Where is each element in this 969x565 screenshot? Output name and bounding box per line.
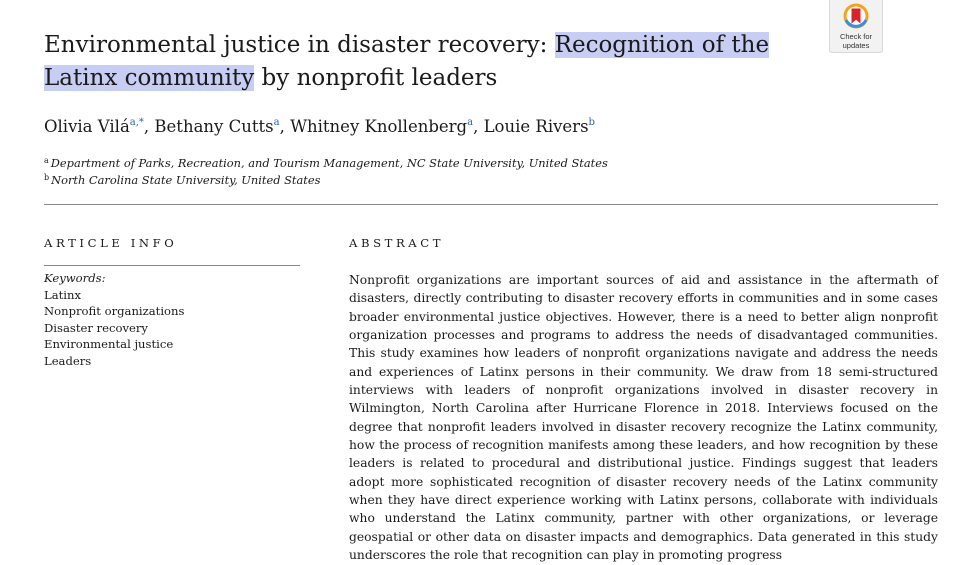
keyword-item: Nonprofit organizations [44, 304, 185, 319]
author-affiliation-mark[interactable]: a [467, 117, 474, 128]
article-info-heading: ARTICLE INFO [44, 236, 178, 250]
title-highlight-2[interactable]: Latinx community [44, 65, 255, 91]
author-affiliation-mark[interactable]: b [588, 117, 595, 128]
article-title [44, 29, 824, 95]
affiliation-mark: a [44, 156, 49, 165]
header-divider [44, 204, 938, 205]
badge-label-line2: updates [842, 41, 870, 50]
author-list [44, 115, 595, 139]
author-separator: , [143, 117, 155, 136]
check-for-updates-icon [842, 2, 870, 32]
title-highlight-1[interactable]: Recognition of the [554, 32, 770, 58]
author-name[interactable]: Whitney Knollenberg [290, 117, 468, 136]
keywords-label: Keywords: [44, 271, 106, 285]
author-name[interactable]: Bethany Cutts [154, 117, 274, 136]
article-info-divider [44, 265, 300, 266]
abstract-heading: ABSTRACT [349, 236, 445, 250]
badge-label-line1: Check for [839, 32, 873, 41]
author-separator: , [473, 117, 484, 136]
keyword-item: Leaders [44, 353, 92, 368]
title-part-1: Environmental justice in disaster recovery: [44, 32, 555, 58]
affiliation-mark: b [44, 173, 50, 182]
affiliation-text: North Carolina State University, United States [51, 173, 321, 187]
check-for-updates-badge[interactable] [829, 0, 883, 53]
author-affiliation-mark[interactable]: a,* [129, 117, 144, 128]
author-name[interactable]: Olivia Vilá [44, 117, 130, 136]
author-affiliation-mark[interactable]: a [273, 117, 280, 128]
author-separator: , [279, 117, 291, 136]
keyword-item: Latinx [44, 287, 81, 302]
affiliation-b [44, 172, 320, 188]
keywords-block [44, 270, 184, 370]
author-name[interactable]: Louie Rivers [483, 117, 589, 136]
affiliation-a [44, 155, 608, 171]
abstract-text: Nonprofit organizations are important sources of aid and assistance in the aftermath of disasters, directly contributing to disaster recovery efforts in communities and in some cases broader environmental justice objectives. However, there is a need to better align nonprofit organization processes and programs to address the needs of disadvantaged communities. This study examines how leaders of nonprofit organizations navigate and address the needs and experiences of Latinx persons in their community. We draw from 18 semi-structured interviews with leaders of nonprofit organizations involved in disaster recovery in Wilmington, North Carolina after Hurricane Florence in 2018. Interviews focused on the degree that nonprofit leaders involved in disaster recovery recognize the Latinx community, how the process of recognition manifests among these leaders, and how recognition by these leaders is related to procedural and distributional justice. Findings suggest that leaders adopt more sophisticated recognition of disaster recovery needs of the Latinx community when they have direct experience working with Latinx persons, collaborate with individuals who understand the Latinx community, partner with other organizations, or leverage geospatial or other data on disaster impacts and demographics. Data generated in this study underscores the role that recognition can play in promoting progress [349, 273, 938, 563]
affiliation-text: Department of Parks, Recreation, and Tourism Management, NC State University, United States [50, 156, 608, 170]
keyword-item: Environmental justice [44, 337, 174, 352]
title-part-2: by nonprofit leaders [254, 65, 498, 91]
keyword-item: Disaster recovery [44, 320, 148, 335]
